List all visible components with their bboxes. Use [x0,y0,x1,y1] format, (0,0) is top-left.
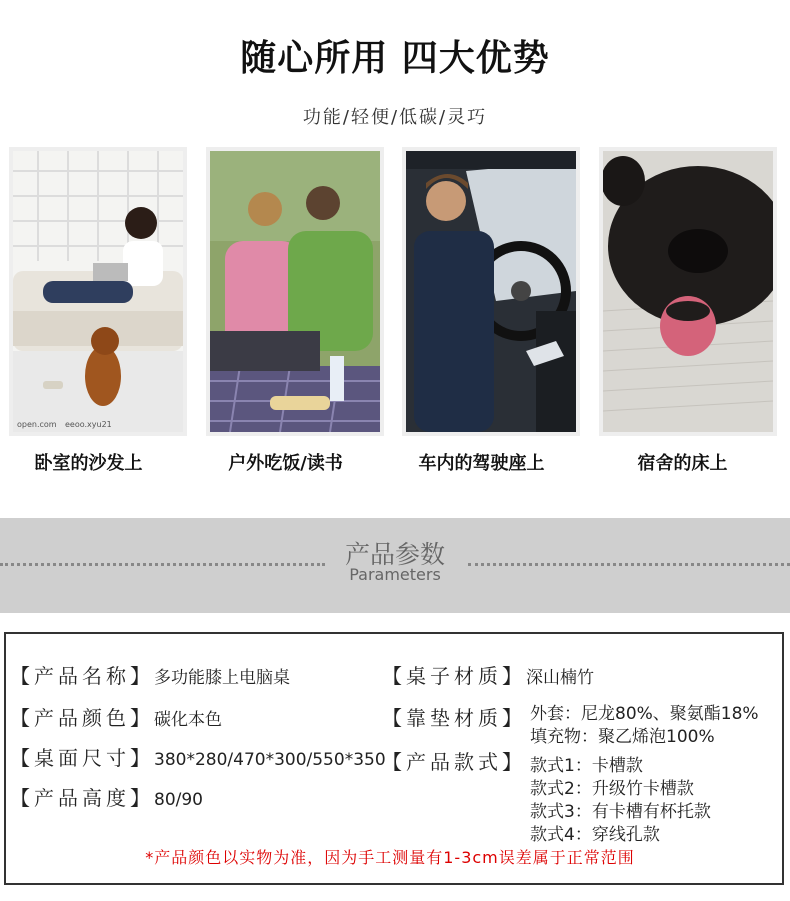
photo-watermark: open.com [17,420,57,429]
scene-photo-sofa [9,147,187,436]
spec-row-material [382,660,594,689]
section-subtitle: Parameters [349,565,441,584]
spec-row-cushion [382,702,526,731]
scene-photo-car [402,147,580,436]
page-subtitle: 功能/轻便/低碳/灵巧 [302,107,488,128]
spec-value: 深山楠竹 [526,668,594,688]
spec-row-color [10,702,222,731]
spec-label: 【桌面尺寸】 [10,746,154,770]
scene-caption-bulldog: 宿舍的床上 [637,453,728,474]
spec-label: 【产品款式】 [382,750,526,774]
spec-value-line: 款式2：升级竹卡槽款 [530,779,694,799]
disclaimer-note: *产品颜色以实物为准，因为手工测量有1-3cm误差属于正常范围 [145,848,635,867]
spec-value: 380*280/470*300/550*350 [154,750,386,770]
spec-value-line: 填充物：聚乙烯泡100% [530,727,715,747]
spec-row-name [10,660,290,689]
scene-photo-bulldog [599,147,777,436]
scene-caption-sofa: 卧室的沙发上 [34,453,143,474]
spec-value-line: 款式3：有卡槽有杯托款 [530,802,711,822]
spec-label: 【产品颜色】 [10,706,154,730]
spec-label: 【产品名称】 [10,664,154,688]
section-title: 产品参数 [344,540,445,569]
page-title: 随心所用 四大优势 [240,38,550,79]
spec-label: 【桌子材质】 [382,664,526,688]
spec-label: 【靠垫材质】 [382,706,526,730]
spec-row-size [10,742,386,771]
scene-caption-car: 车内的驾驶座上 [418,453,545,474]
spec-row-style [382,746,526,775]
spec-value-line: 外套：尼龙80%、聚氨酯18% [530,704,759,724]
scene-caption-picnic: 户外吃饭/读书 [228,453,343,474]
spec-value-line: 款式4：穿线孔款 [530,825,660,845]
spec-label: 【产品高度】 [10,786,154,810]
photo-watermark: eeoo.xyu21 [65,420,112,429]
spec-value: 多功能膝上电脑桌 [154,668,290,688]
scene-photo-picnic [206,147,384,436]
spec-value: 碳化本色 [154,710,222,730]
spec-value-line: 款式1：卡槽款 [530,756,643,776]
spec-value: 80/90 [154,790,203,810]
spec-row-height [10,782,203,811]
